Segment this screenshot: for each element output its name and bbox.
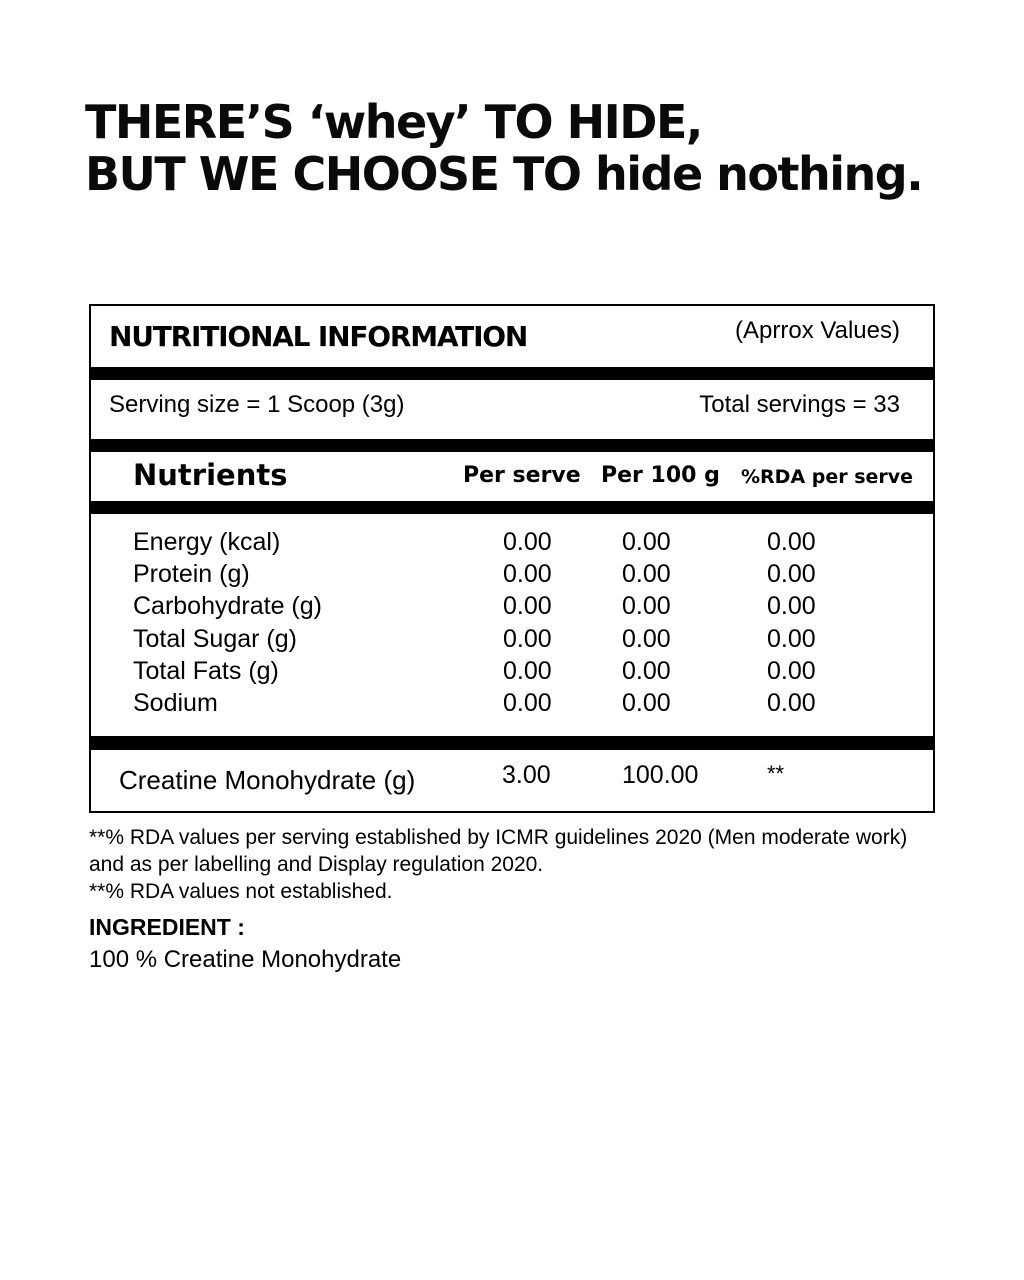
serving-size: Serving size = 1 Scoop (3g) (109, 391, 405, 418)
table-cell-rda: 0.00 (767, 656, 816, 685)
headline-line-1: THERE’S ‘whey’ TO HIDE, (85, 95, 702, 149)
table-cell-per-serve: 0.00 (503, 592, 552, 621)
footnote-2: **% RDA values not established. (89, 880, 393, 903)
table-cell-rda: 0.00 (767, 528, 816, 556)
total-servings: Total servings = 33 (699, 391, 900, 418)
table-row-name: Carbohydrate (g) (133, 592, 322, 621)
per-100g-column (622, 526, 671, 719)
table-row-name: Protein (g) (133, 560, 250, 589)
header-rda: %RDA per serve (741, 466, 914, 488)
divider-bar (91, 501, 933, 514)
table-cell-per-serve: 0.00 (503, 689, 552, 718)
divider-bar (91, 439, 933, 452)
approx-values-label: (Aprrox Values) (735, 317, 900, 344)
table-cell-per-100g: 0.00 (622, 689, 671, 718)
headline (85, 96, 922, 200)
table-cell-per-100g: 0.00 (622, 528, 671, 556)
ingredient-title: INGREDIENT : (89, 914, 245, 940)
creatine-per-serve: 3.00 (502, 761, 551, 789)
table-cell-per-serve: 0.00 (503, 624, 552, 653)
header-nutrients: Nutrients (133, 458, 288, 492)
table-cell-rda: 0.00 (767, 624, 816, 653)
table-row-name: Total Fats (g) (133, 656, 279, 685)
ingredient-value: 100 % Creatine Monohydrate (89, 946, 402, 973)
table-cell-per-serve: 0.00 (503, 560, 552, 589)
header-per-serve: Per serve (463, 463, 581, 488)
footnote-1: **% RDA values per serving established by ICMR guidelines 2020 (Men moderate work) and as per labelling and Display regulation 2020. (89, 826, 908, 876)
footnotes (89, 824, 919, 905)
table-cell-per-100g: 0.00 (622, 592, 671, 621)
headline-line-2: BUT WE CHOOSE TO hide nothing. (85, 147, 923, 201)
nutrition-table (89, 304, 935, 813)
creatine-per-100g: 100.00 (622, 761, 699, 789)
rda-column (767, 526, 816, 719)
creatine-name: Creatine Monohydrate (g) (119, 765, 416, 795)
table-cell-per-100g: 0.00 (622, 560, 671, 589)
table-title: NUTRITIONAL INFORMATION (109, 320, 528, 353)
table-row-name: Energy (kcal) (133, 528, 281, 556)
divider-bar (91, 367, 933, 380)
creatine-rda: ** (767, 761, 785, 786)
table-row-name: Total Sugar (g) (133, 624, 297, 653)
table-cell-rda: 0.00 (767, 592, 816, 621)
table-cell-rda: 0.00 (767, 560, 816, 589)
nutrient-names-column (133, 526, 322, 719)
table-cell-per-100g: 0.00 (622, 656, 671, 685)
divider-bar (91, 736, 933, 750)
header-per-100g: Per 100 g (601, 463, 720, 488)
table-cell-per-100g: 0.00 (622, 624, 671, 653)
table-row-name: Sodium (133, 689, 218, 718)
table-cell-per-serve: 0.00 (503, 528, 552, 556)
table-cell-per-serve: 0.00 (503, 656, 552, 685)
table-cell-rda: 0.00 (767, 689, 816, 718)
per-serve-column (503, 526, 552, 719)
